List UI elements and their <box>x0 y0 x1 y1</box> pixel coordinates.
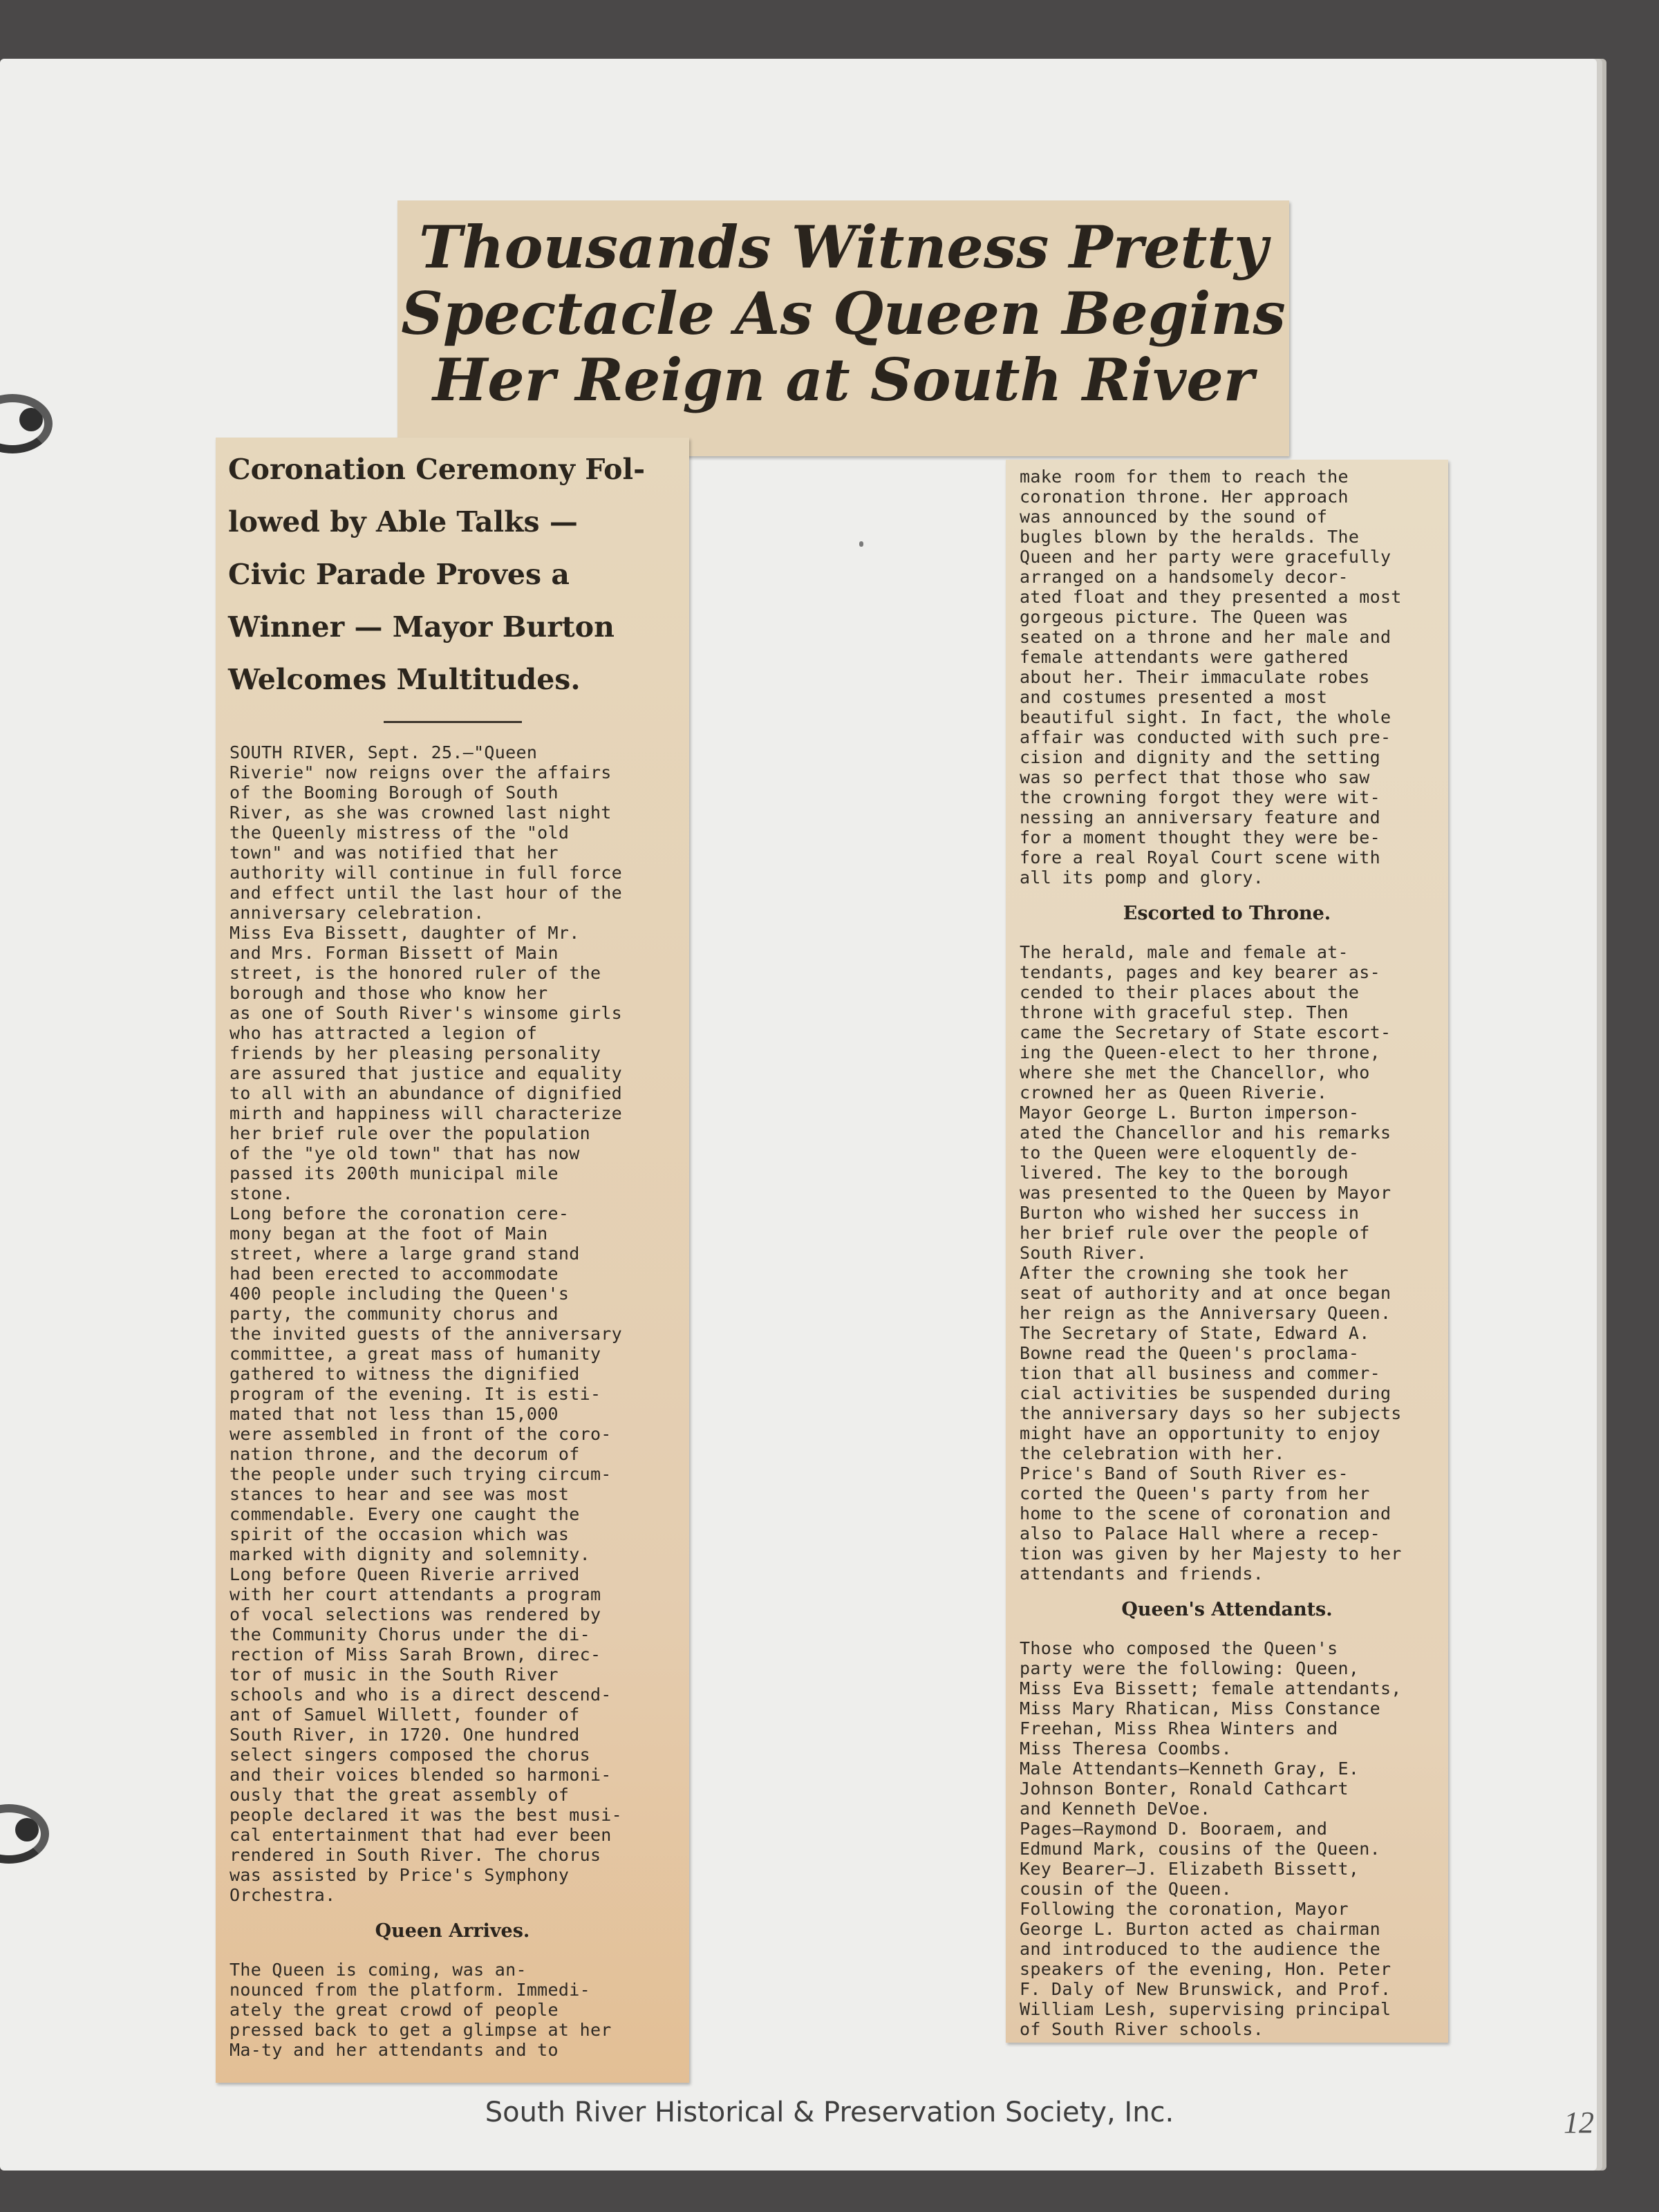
right-intro-text <box>1006 460 1448 888</box>
body-line: also to Palace Hall where a recep- <box>1020 1524 1380 1544</box>
body-line: throne with graceful step. Then <box>1020 1002 1349 1022</box>
body-line: mony began at the foot of Main <box>229 1224 548 1244</box>
body-line: are assured that justice and equality <box>229 1063 622 1083</box>
body-line: pressed back to get a glimpse at her <box>229 2020 612 2040</box>
body-line: the Community Chorus under the di- <box>229 1624 590 1644</box>
subheadline-line: Welcomes Multitudes. <box>228 663 581 696</box>
body-line: South River, in 1720. One hundred <box>229 1725 580 1745</box>
left-column-clipping <box>216 438 689 2083</box>
body-line: party, the community chorus and <box>229 1304 559 1324</box>
body-line: Male Attendants—Kenneth Gray, E. <box>1020 1759 1360 1779</box>
right-escorted-text <box>1006 942 1448 1584</box>
body-line: nounced from the platform. Immedi- <box>229 1980 590 2000</box>
body-line: The Queen is coming, was an- <box>229 1960 527 1980</box>
body-line: of South River schools. <box>1020 2019 1264 2039</box>
body-line: borough and those who know her <box>229 983 548 1003</box>
body-line: with her court attendants a program <box>229 1584 601 1604</box>
body-line: make room for them to reach the <box>1020 467 1349 487</box>
body-line: corted the Queen's party from her <box>1020 1483 1370 1503</box>
body-line: ously that the great assembly of <box>229 1785 570 1805</box>
section-heading-queen-arrives: Queen Arrives. <box>375 1920 530 1942</box>
body-line: passed its 200th municipal mile <box>229 1163 559 1183</box>
body-line: the Queenly mistress of the "old <box>229 823 570 843</box>
watermark: South River Historical & Preservation Society, Inc. <box>485 2097 1174 2128</box>
body-line: attendants and friends. <box>1020 1564 1264 1584</box>
body-line: ated float and they presented a most <box>1020 587 1402 607</box>
body-line: The herald, male and female at- <box>1020 942 1349 962</box>
subheadline-line: Coronation Ceremony Fol- <box>228 453 646 486</box>
body-line: Long before Queen Riverie arrived <box>229 1564 580 1584</box>
body-line: might have an opportunity to enjoy <box>1020 1423 1380 1443</box>
body-line: street, is the honored ruler of the <box>229 963 601 983</box>
body-line: ing the Queen-elect to her throne, <box>1020 1042 1380 1062</box>
body-line: town" and was notified that her <box>229 843 559 863</box>
body-line: about her. Their immaculate robes <box>1020 667 1370 687</box>
body-line: Burton who wished her success in <box>1020 1203 1360 1223</box>
body-line: of the "ye old town" that has now <box>229 1143 580 1163</box>
body-line: stone. <box>229 1183 294 1203</box>
left-after-text <box>216 1960 689 2060</box>
body-line: party were the following: Queen, <box>1020 1658 1360 1678</box>
body-line: committee, a great mass of humanity <box>229 1344 601 1364</box>
body-line: and Mrs. Forman Bissett of Main <box>229 943 559 963</box>
body-line: arranged on a handsomely decor- <box>1020 567 1349 587</box>
body-line: schools and who is a direct descend- <box>229 1685 612 1705</box>
body-line: female attendants were gathered <box>1020 647 1349 667</box>
body-line: was assisted by Price's Symphony <box>229 1865 570 1885</box>
headline-clipping <box>397 200 1289 456</box>
body-line: cal entertainment that had ever been <box>229 1825 612 1845</box>
body-line: was announced by the sound of <box>1020 507 1328 527</box>
body-line: Long before the coronation cere- <box>229 1203 570 1224</box>
body-line: the invited guests of the anniversary <box>229 1324 622 1344</box>
body-line: Those who composed the Queen's <box>1020 1638 1338 1658</box>
body-line: all its pomp and glory. <box>1020 868 1264 888</box>
body-line: Orchestra. <box>229 1885 336 1905</box>
body-line: rection of Miss Sarah Brown, direc- <box>229 1644 601 1665</box>
body-line: was presented to the Queen by Mayor <box>1020 1183 1391 1203</box>
body-line: tor of music in the South River <box>229 1665 559 1685</box>
body-line: of vocal selections was rendered by <box>229 1604 601 1624</box>
body-line: Queen and her party were gracefully <box>1020 547 1391 567</box>
body-line: Key Bearer—J. Elizabeth Bissett, <box>1020 1859 1360 1879</box>
subheadline <box>216 438 689 706</box>
right-attendants-text <box>1006 1638 1448 2039</box>
body-line: stances to hear and see was most <box>229 1484 570 1504</box>
body-line: of the Booming Borough of South <box>229 782 559 803</box>
body-line: tendants, pages and key bearer as- <box>1020 962 1380 982</box>
body-line: gathered to witness the dignified <box>229 1364 580 1384</box>
subheadline-line: Civic Parade Proves a <box>228 558 570 591</box>
body-line: Mayor George L. Burton imperson- <box>1020 1103 1360 1123</box>
body-line: where she met the Chancellor, who <box>1020 1062 1370 1082</box>
body-line: Price's Band of South River es- <box>1020 1463 1349 1483</box>
body-line: SOUTH RIVER, Sept. 25.—"Queen <box>229 742 538 762</box>
body-line: Ma-ty and her attendants and to <box>229 2040 559 2060</box>
body-line: for a moment thought they were be- <box>1020 827 1380 847</box>
body-line: F. Daly of New Brunswick, and Prof. <box>1020 1979 1391 1999</box>
body-line: the crowning forgot they were wit- <box>1020 787 1380 807</box>
body-line: nessing an anniversary feature and <box>1020 807 1380 827</box>
body-line: After the crowning she took her <box>1020 1263 1349 1283</box>
body-line: were assembled in front of the coro- <box>229 1424 612 1444</box>
body-line: George L. Burton acted as chairman <box>1020 1919 1380 1939</box>
body-line: tion that all business and commer- <box>1020 1363 1380 1383</box>
body-line: bugles blown by the heralds. The <box>1020 527 1360 547</box>
body-line: 400 people including the Queen's <box>229 1284 570 1304</box>
body-line: Miss Theresa Coombs. <box>1020 1738 1232 1759</box>
body-line: livered. The key to the borough <box>1020 1163 1349 1183</box>
body-line: William Lesh, supervising principal <box>1020 1999 1391 2019</box>
body-line: tion was given by her Majesty to her <box>1020 1544 1402 1564</box>
right-column-clipping <box>1006 460 1448 2043</box>
body-line: beautiful sight. In fact, the whole <box>1020 707 1391 727</box>
body-line: River, as she was crowned last night <box>229 803 612 823</box>
body-line: affair was conducted with such pre- <box>1020 727 1391 747</box>
headline-line: Her Reign at South River <box>432 346 1255 414</box>
body-line: Freehan, Miss Rhea Winters and <box>1020 1718 1338 1738</box>
body-line: her reign as the Anniversary Queen. <box>1020 1303 1391 1323</box>
body-line: home to the scene of coronation and <box>1020 1503 1391 1524</box>
body-line: Pages—Raymond D. Booraem, and <box>1020 1819 1328 1839</box>
divider-rule <box>384 721 522 723</box>
body-line: street, where a large grand stand <box>229 1244 580 1264</box>
body-line: Miss Eva Bissett, daughter of Mr. <box>229 923 580 943</box>
body-line: spirit of the occasion which was <box>229 1524 570 1544</box>
body-line: to all with an abundance of dignified <box>229 1083 622 1103</box>
body-line: nation throne, and the decorum of <box>229 1444 580 1464</box>
body-line: ately the great crowd of people <box>229 2000 559 2020</box>
subheadline-line: Winner — Mayor Burton <box>228 610 615 644</box>
body-line: friends by her pleasing personality <box>229 1043 601 1063</box>
body-line: and effect until the last hour of the <box>229 883 622 903</box>
page-number: 12 <box>1564 2106 1594 2139</box>
body-line: the people under such trying circum- <box>229 1464 612 1484</box>
section-heading-attendants: Queen's Attendants. <box>1121 1599 1333 1620</box>
body-line: Miss Mary Rhatican, Miss Constance <box>1020 1698 1380 1718</box>
body-line: and their voices blended so harmoni- <box>229 1765 612 1785</box>
body-line: had been erected to accommodate <box>229 1264 559 1284</box>
body-line: Riverie" now reigns over the affairs <box>229 762 612 782</box>
body-line: mirth and happiness will characterize <box>229 1103 622 1123</box>
body-line: people declared it was the best musi- <box>229 1805 622 1825</box>
body-line: anniversary celebration. <box>229 903 485 923</box>
body-line: commendable. Every one caught the <box>229 1504 580 1524</box>
body-line: coronation throne. Her approach <box>1020 487 1349 507</box>
body-line: ant of Samuel Willett, founder of <box>229 1705 580 1725</box>
body-line: Johnson Bonter, Ronald Cathcart <box>1020 1779 1349 1799</box>
body-line: The Secretary of State, Edward A. <box>1020 1323 1370 1343</box>
body-line: gorgeous picture. The Queen was <box>1020 607 1349 627</box>
body-line: was so perfect that those who saw <box>1020 767 1370 787</box>
body-line: rendered in South River. The chorus <box>229 1845 601 1865</box>
body-line: cousin of the Queen. <box>1020 1879 1232 1899</box>
subheadline-line: lowed by Able Talks — <box>228 505 578 538</box>
body-line: to the Queen were eloquently de- <box>1020 1143 1360 1163</box>
body-line: Edmund Mark, cousins of the Queen. <box>1020 1839 1380 1859</box>
body-line: and Kenneth DeVoe. <box>1020 1799 1211 1819</box>
body-line: came the Secretary of State escort- <box>1020 1022 1391 1042</box>
body-line: South River. <box>1020 1243 1147 1263</box>
body-line: authority will continue in full force <box>229 863 622 883</box>
body-line: and costumes presented a most <box>1020 687 1328 707</box>
body-line: cended to their places about the <box>1020 982 1360 1002</box>
paper-mark <box>859 541 863 547</box>
body-line: who has attracted a legion of <box>229 1023 538 1043</box>
body-line: speakers of the evening, Hon. Peter <box>1020 1959 1391 1979</box>
section-heading-escorted: Escorted to Throne. <box>1123 903 1331 924</box>
body-line: her brief rule over the population <box>229 1123 590 1143</box>
headline-line: Thousands Witness Pretty <box>419 213 1268 281</box>
body-line: program of the evening. It is esti- <box>229 1384 601 1404</box>
body-line: the anniversary days so her subjects <box>1020 1403 1402 1423</box>
body-line: cial activities be suspended during <box>1020 1383 1391 1403</box>
body-line: Bowne read the Queen's proclama- <box>1020 1343 1360 1363</box>
body-line: and introduced to the audience the <box>1020 1939 1380 1959</box>
body-line: fore a real Royal Court scene with <box>1020 847 1380 868</box>
body-line: as one of South River's winsome girls <box>229 1003 622 1023</box>
body-line: select singers composed the chorus <box>229 1745 590 1765</box>
body-line: ated the Chancellor and his remarks <box>1020 1123 1391 1143</box>
body-line: marked with dignity and solemnity. <box>229 1544 590 1564</box>
body-line: the celebration with her. <box>1020 1443 1285 1463</box>
body-line: crowned her as Queen Riverie. <box>1020 1082 1328 1103</box>
headline-line: Spectacle As Queen Begins <box>401 279 1286 348</box>
body-line: Following the coronation, Mayor <box>1020 1899 1349 1919</box>
body-line: her brief rule over the people of <box>1020 1223 1370 1243</box>
body-line: mated that not less than 15,000 <box>229 1404 559 1424</box>
body-line: Miss Eva Bissett; female attendants, <box>1020 1678 1402 1698</box>
body-line: cision and dignity and the setting <box>1020 747 1380 767</box>
body-line: seated on a throne and her male and <box>1020 627 1391 647</box>
body-line: seat of authority and at once began <box>1020 1283 1391 1303</box>
left-body-text <box>216 742 689 1905</box>
